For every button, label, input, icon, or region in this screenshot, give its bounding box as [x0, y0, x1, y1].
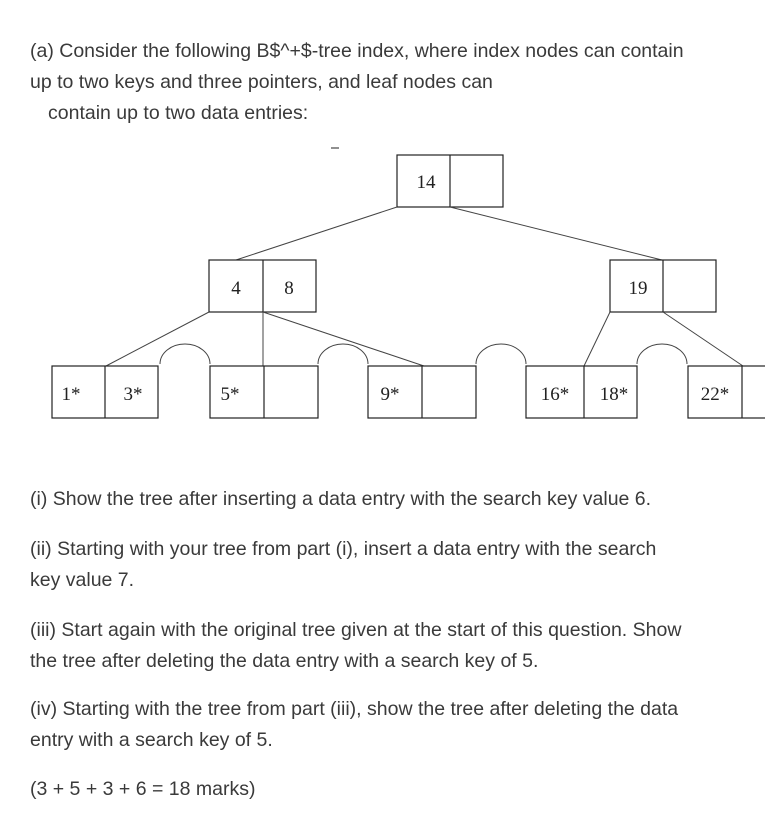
question-iv-line-1: (iv) Starting with the tree from part (iii), show the tree after deleting the data — [30, 698, 679, 720]
question-iv-line-2: entry with a search key of 5. — [30, 729, 273, 751]
leaf-2-entry-1: 5* — [220, 384, 240, 405]
question-i-text: (i) Show the tree after inserting a data entry with the search key value 6. — [30, 488, 652, 510]
edge-root-right — [450, 207, 662, 260]
question-part-iv — [30, 694, 678, 756]
intro-line-2: up to two keys and three pointers, and leaf nodes can — [30, 71, 493, 93]
index-node-left — [209, 260, 316, 312]
index-left-key-2: 8 — [284, 278, 294, 299]
question-ii-line-1: (ii) Starting with your tree from part (i), insert a data entry with the search — [30, 538, 657, 560]
edge-right-p1 — [584, 312, 610, 366]
edge-left-p3 — [263, 312, 424, 366]
leaf-5-entry-1: 22* — [700, 384, 730, 405]
leaf-node-2 — [210, 366, 318, 418]
index-right-key-1: 19 — [628, 278, 648, 299]
question-ii-line-2: key value 7. — [30, 569, 135, 591]
question-iii-line-1: (iii) Start again with the original tree given at the start of this question. Show — [30, 619, 682, 641]
leaf-4-entry-1: 16* — [540, 384, 570, 405]
leaf-1-entry-1: 1* — [61, 384, 81, 405]
edge-left-p1 — [106, 312, 209, 366]
intro-line-3: contain up to two data entries: — [48, 102, 309, 124]
root-node — [397, 155, 503, 207]
root-key-1: 14 — [416, 172, 436, 193]
leaf-link-1 — [160, 344, 210, 364]
index-left-key-1: 4 — [231, 278, 241, 299]
leaf-1-entry-2: 3* — [123, 384, 143, 405]
edge-right-p2 — [663, 312, 743, 366]
intro-line-1: (a) Consider the following B$^+$-tree index, where index nodes can contain — [30, 40, 684, 62]
leaf-link-4 — [637, 344, 687, 364]
question-part-i — [30, 484, 651, 515]
index-node-right — [610, 260, 716, 312]
leaf-node-3 — [368, 366, 476, 418]
question-part-ii — [30, 534, 656, 596]
marks-allocation: (3 + 5 + 3 + 6 = 18 marks) — [30, 778, 256, 800]
leaf-node-5 — [688, 366, 765, 418]
leaf-link-3 — [476, 344, 526, 364]
leaf-4-entry-2: 18* — [599, 384, 629, 405]
leaf-node-1 — [52, 366, 158, 418]
question-intro — [30, 36, 684, 129]
leaf-node-4 — [526, 366, 637, 418]
question-iii-line-2: the tree after deleting the data entry with a search key of 5. — [30, 650, 539, 672]
bplus-tree-diagram — [0, 140, 765, 430]
leaf-3-entry-1: 9* — [380, 384, 400, 405]
edge-root-left — [236, 207, 397, 260]
leaf-link-2 — [318, 344, 368, 364]
question-part-iii — [30, 615, 681, 677]
